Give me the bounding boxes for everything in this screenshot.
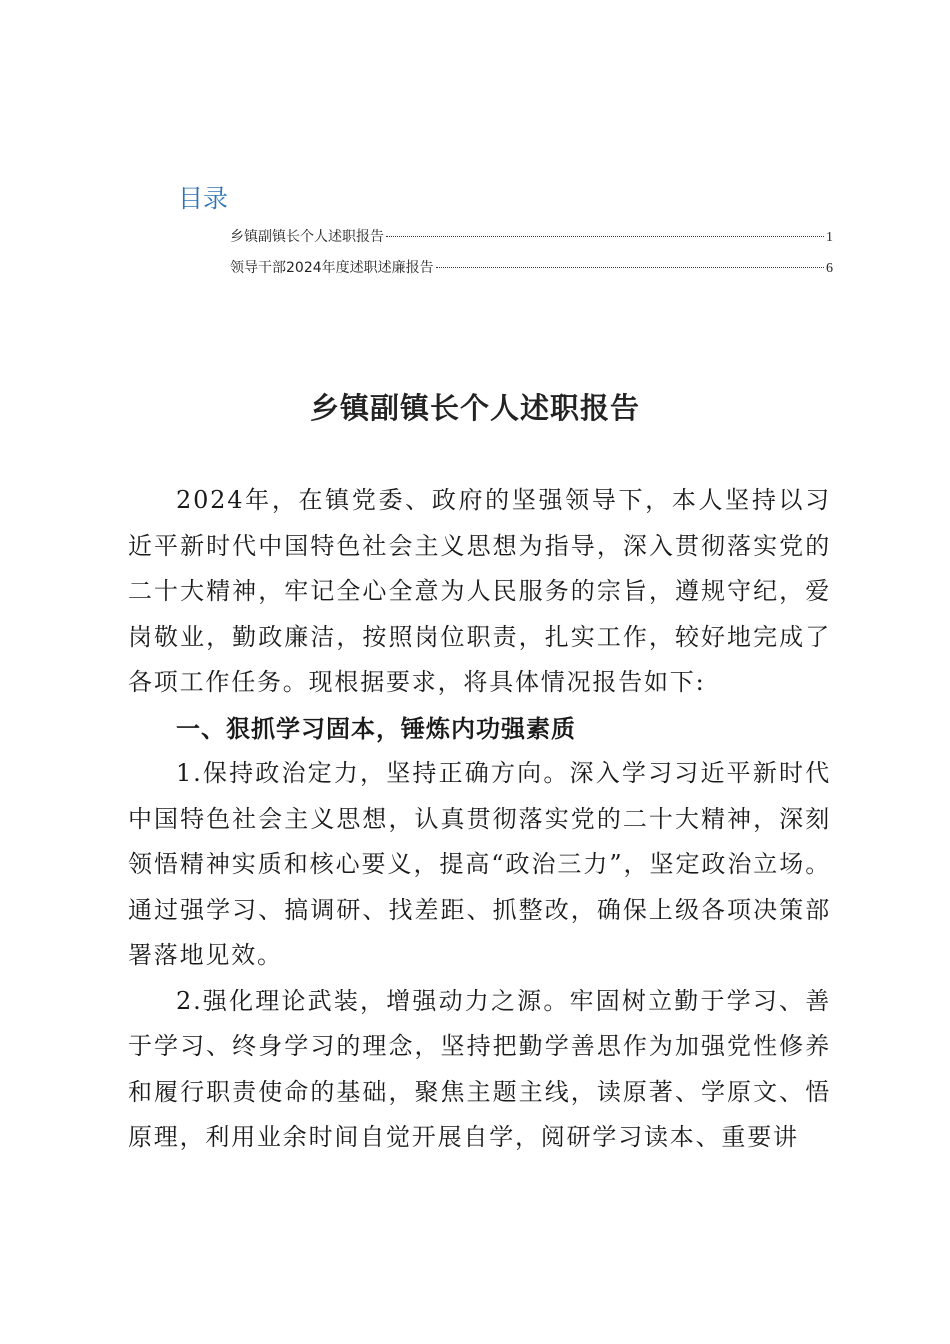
body-paragraph: 2024年，在镇党委、政府的坚强领导下，本人坚持以习近平新时代中国特色社会主义思想为指导，深入贯彻落实党的二十大精神，牢记全心全意为人民服务的宗旨，遵规守纪，爱岗敬业，勤政廉洁，按照岗位职责，扎实工作，较好地完成了各项工作任务。现根据要求，将具体情况报告如下: [128, 486, 831, 696]
body-paragraph: 1.保持政治定力，坚持正确方向。深入学习习近平新时代中国特色社会主义思想，认真贯彻落实党的二十大精神，深刻领悟精神实质和核心要义，提高“政治三力”，坚定政治立场。通过强学习、搞调研、找差距、抓整改，确保上级各项决策部署落地见效。 [128, 759, 831, 969]
toc-entry[interactable] [230, 253, 833, 284]
toc-entry-label: 乡镇副镇长个人述职报告 [230, 229, 384, 245]
toc-leader-dots [386, 236, 824, 237]
body-paragraph: 2.强化理论武装，增强动力之源。牢固树立勤于学习、善于学习、终身学习的理念，坚持把勤学善思作为加强党性修养和履行职责使命的基础，聚焦主题主线，读原著、学原文、悟原理，利用业余时间自觉开展自学，阅研学习读本、重要讲 [128, 986, 831, 1151]
table-of-contents [178, 180, 833, 284]
document-body [128, 478, 831, 1161]
toc-entry-label: 领导干部2024年度述职述廉报告 [230, 260, 434, 276]
toc-entry[interactable] [230, 222, 833, 253]
toc-entry-page: 1 [826, 230, 833, 245]
toc-heading: 目录 [178, 184, 229, 213]
toc-entry-page: 6 [826, 261, 833, 276]
toc-leader-dots [436, 267, 824, 268]
section-heading: 一、狠抓学习固本，锤炼内功强素质 [176, 713, 576, 743]
document-title: 乡镇副镇长个人述职报告 [309, 391, 640, 425]
